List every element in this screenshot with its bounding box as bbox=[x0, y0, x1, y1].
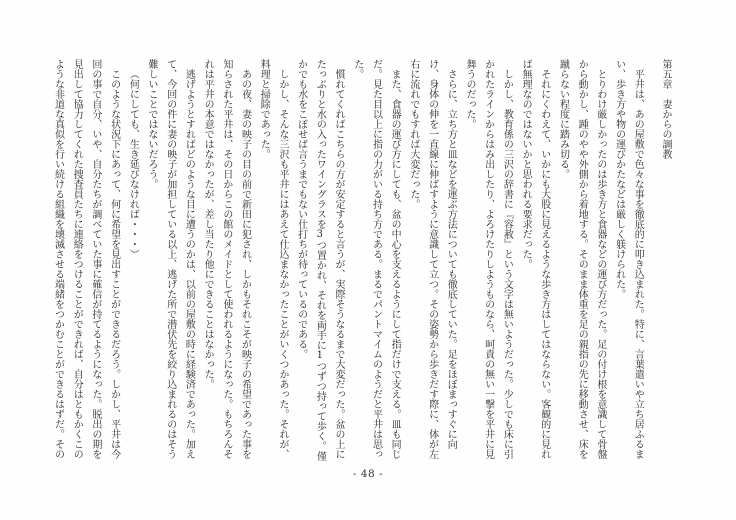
paragraph: さらに、立ち方と皿などを運ぶ方法についても徹底していた。足をほぼまっすぐに向け、身体の伸を一直線に伸ばすように意識して立つ。その姿勢から歩きだす際に、体が左右に流れでもすれば大変だった。 bbox=[407, 59, 457, 459]
paragraph: とりわけ厳しかったのは歩き方と食器などの運び方だった。足の付け根を意識して骨盤から動かし、踵のやや外側から着地する。そのまま体重を足の親指の先に移動させ、床を蹴らない程度に踏み切る。 bbox=[557, 59, 606, 459]
paragraph: あの夜、妻の映子の目の前で新田に犯され、しかもそれこそが映子の希望であった事を知らされた平井は、その日からこの館のメイドとして使われるようになった。もちろんそれは平井の本意ではなかったが、差し当たり他にできることはなかった。 bbox=[202, 59, 251, 459]
paragraph: 逃げようとすればどのような目に遭うのかは、以前の屋敷の時に経験済であった。加えて、今回の件に妻の映子が加担している以上、逃げた所で潜伏先を絞り込まれるのはそう難しいことではないだろう。 bbox=[146, 59, 195, 459]
paragraph: このような状況下にあって、何に希望を見出すことができるだろう。しかし、平井は今回の事で自分、いや、自分たちが調べていた事に確信が持てるようになった。脱出の期を見出して協力してくれた捜査員たちに連絡をつけることができれば、自分はともかくこのような非道な真似を行い続ける組織を壊滅させる端緒をつかむことができるはずだ。その bbox=[52, 59, 120, 459]
vertical-text-block bbox=[48, 59, 674, 462]
paragraph: 慣れてくればこちらの方が安定すると言うが、実際そうなるまで大変だった。盆の上にたっぷりと水の入ったワイングラスを3つ置かれ、それを両手に1つずつ持って歩く。僅かでも水をこぼせば言うまでもない仕打ちが待っているのである。 bbox=[295, 59, 345, 461]
paragraph: それにくわえて、いかにも大股に見えるような歩き方はしてはならない。客観的に見れば無理なのではないかと思われる要求だった。 bbox=[520, 59, 550, 459]
page-number: - 48 - bbox=[352, 468, 384, 480]
paragraph: しかし、教育係の三沢の辞書に『容赦』という文字は無いようだった。少しでも床に引かれたラインからはみ出したり、よろけたりしようものなら、呵責の無い一撃を平井に見舞うのだった。 bbox=[463, 59, 513, 459]
paragraph: また、食器の運び方にしても、盆の中心を支えるようにして指だけで支える。皿も同じだ。見た目以上に指の力がいる持ち方である。まるでパントマイムのようだと平井は思った。 bbox=[351, 59, 401, 459]
paragraph: 平井は、あの屋敷で色々な事を徹底的に叩き込まれた。特に、言葉遣いや立ち居ふるまい、歩き方や物の運びかたなどは厳しく躾けられた。 bbox=[613, 59, 644, 459]
chapter-heading: 第五章 妻からの調教 bbox=[660, 59, 671, 159]
paragraph: （何にしても、生き延びなければ・・・） bbox=[127, 69, 139, 259]
paragraph: しかし、そんな三沢も平井にはあえて仕込まなかったことがいくつかあった。それが、料理と掃除であった。 bbox=[258, 59, 288, 459]
